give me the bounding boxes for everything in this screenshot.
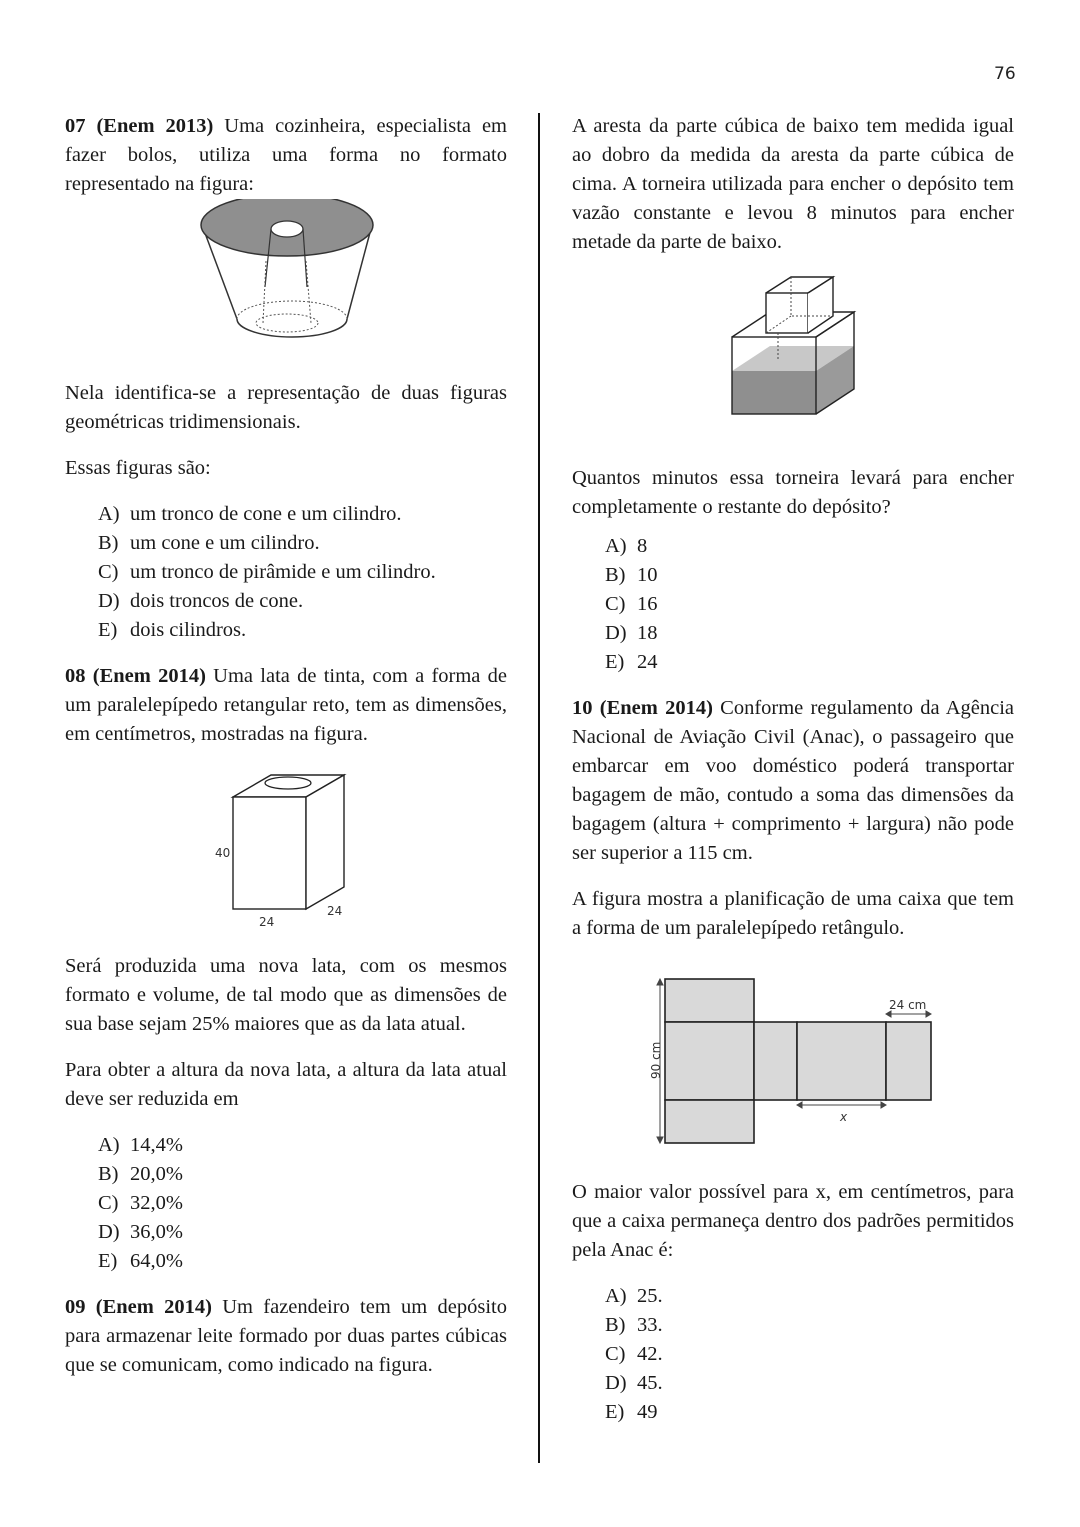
liquid-front <box>732 371 816 414</box>
tube-hidden-right <box>306 261 311 323</box>
option-e[interactable]: E) 24 <box>605 651 658 673</box>
mold-bottom-back-arc <box>237 301 347 319</box>
page-number: 76 <box>994 64 1016 84</box>
question-10-intro: 10 (Enem 2014) Conforme regulamento da Agência Nacional de Aviação Civil (Anac), o passageiro que embarcar em voo doméstico poderá transportar bagagem de mão, contudo a soma das dimensões da bagagem (altura + comprimento + largura) não pode ser superior a 115 cm. <box>572 697 1014 864</box>
top-cube-side <box>808 277 833 333</box>
question-10-text-1: A figura mostra a planificação de uma caixa que tem a forma de um paralelepípedo retângulo. <box>572 888 1014 939</box>
option-c[interactable]: C) 42. <box>605 1343 663 1365</box>
right-column <box>572 112 1014 1427</box>
option-d[interactable]: D) 36,0% <box>98 1221 183 1243</box>
option-c[interactable]: C) 32,0% <box>98 1192 183 1214</box>
net-side-panel-2 <box>886 1022 931 1100</box>
option-b[interactable]: B) 33. <box>605 1314 663 1336</box>
tube-bottom-ellipse <box>256 314 318 332</box>
question-08-intro: 08 (Enem 2014) Uma lata de tinta, com a forma de um paralelepípedo retangular reto, tem as dimensões, em centímetros, mostradas na figura. <box>65 665 507 745</box>
option-b[interactable]: B) 10 <box>605 564 658 586</box>
question-09-intro: 09 (Enem 2014) Um fazendeiro tem um depósito para armazenar leite formado por duas partes cúbicas que se comunicam, como indicado na figura. <box>65 1296 508 1376</box>
question-07-intro: 07 (Enem 2013) Uma cozinheira, especialista em fazer bolos, utiliza uma forma no formato representado na figura: <box>65 115 507 195</box>
paint-can-figure <box>65 749 507 949</box>
box-net-figure <box>572 943 1014 1168</box>
label-x: x <box>840 1110 848 1124</box>
tube-hidden-left <box>263 261 266 323</box>
net-side-panel-1 <box>754 1022 797 1100</box>
left-column <box>65 112 507 1380</box>
net-x-panel <box>797 1022 886 1100</box>
question-07-options <box>65 500 507 645</box>
question-09-question: Quantos minutos essa torneira levará para encher completamente o restante do depósito? <box>572 467 1014 518</box>
option-d[interactable]: D) 18 <box>605 622 658 644</box>
option-e[interactable]: E) 49 <box>605 1401 658 1423</box>
question-07-header: 07 (Enem 2013) <box>65 115 214 137</box>
option-a[interactable]: A) 8 <box>605 535 648 557</box>
can-opening <box>265 777 311 789</box>
question-08-text-2: Para obter a altura da nova lata, a altura da lata atual deve ser reduzida em <box>65 1059 507 1110</box>
label-24cm: 24 cm <box>889 998 927 1012</box>
option-c[interactable]: C) 16 <box>605 593 658 615</box>
option-a[interactable]: A) um tronco de cone e um cilindro. <box>98 503 402 525</box>
question-07-text-2: Essas figuras são: <box>65 457 211 479</box>
figure-box-net <box>572 943 1014 1168</box>
can-front-face <box>233 797 306 909</box>
tube-top-opening <box>271 221 303 237</box>
option-a[interactable]: A) 25. <box>605 1285 663 1307</box>
option-e[interactable]: E) dois cilindros. <box>98 619 247 641</box>
label-height: 40 <box>215 846 231 860</box>
question-09-header: 09 (Enem 2014) <box>65 1296 212 1318</box>
can-side-face <box>306 775 344 909</box>
mold-bottom-front-arc <box>237 319 347 337</box>
figure-milk-tank <box>572 257 1014 457</box>
question-08-header: 08 (Enem 2014) <box>65 665 206 687</box>
figure-paint-can <box>65 749 507 949</box>
cake-mold-figure <box>65 199 507 367</box>
option-d[interactable]: D) dois troncos de cone. <box>98 590 304 612</box>
net-middle-left-panel <box>665 1022 754 1100</box>
label-depth: 24 <box>327 904 343 918</box>
option-d[interactable]: D) 45. <box>605 1372 663 1394</box>
question-09-options <box>572 532 1014 677</box>
figure-cake-mold <box>65 199 507 367</box>
question-07-text-1: Nela identifica-se a representação de duas figuras geométricas tridimensionais. <box>65 382 507 433</box>
question-09-continuation: A aresta da parte cúbica de baixo tem medida igual ao dobro da medida da aresta da parte cúbica de cima. A torneira utilizada para encher o depósito tem vazão constante e levou 8 minutos para encher metade da parte de baixo. <box>572 115 1014 253</box>
question-10-header: 10 (Enem 2014) <box>572 697 713 719</box>
question-10-question: O maior valor possível para x, em centímetros, para que a caixa permaneça dentro dos padrões permitidos pela Anac é: <box>572 1181 1014 1261</box>
question-10-options <box>572 1282 1014 1427</box>
milk-tank-figure <box>572 257 1014 457</box>
question-08-text-1: Será produzida uma nova lata, com os mesmos formato e volume, de tal modo que as dimensões de sua base sejam 25% maiores que as da lata atual. <box>65 955 507 1035</box>
top-cube-front <box>766 293 808 333</box>
option-c[interactable]: C) um tronco de pirâmide e um cilindro. <box>98 561 436 583</box>
option-e[interactable]: E) 64,0% <box>98 1250 183 1272</box>
net-top-panel <box>665 979 754 1022</box>
net-bottom-panel <box>665 1100 754 1143</box>
column-divider <box>538 113 540 1463</box>
label-90cm: 90 cm <box>649 1041 663 1079</box>
option-b[interactable]: B) 20,0% <box>98 1163 183 1185</box>
option-a[interactable]: A) 14,4% <box>98 1134 183 1156</box>
question-08-options <box>65 1131 507 1276</box>
label-width: 24 <box>259 915 275 929</box>
option-b[interactable]: B) um cone e um cilindro. <box>98 532 320 554</box>
